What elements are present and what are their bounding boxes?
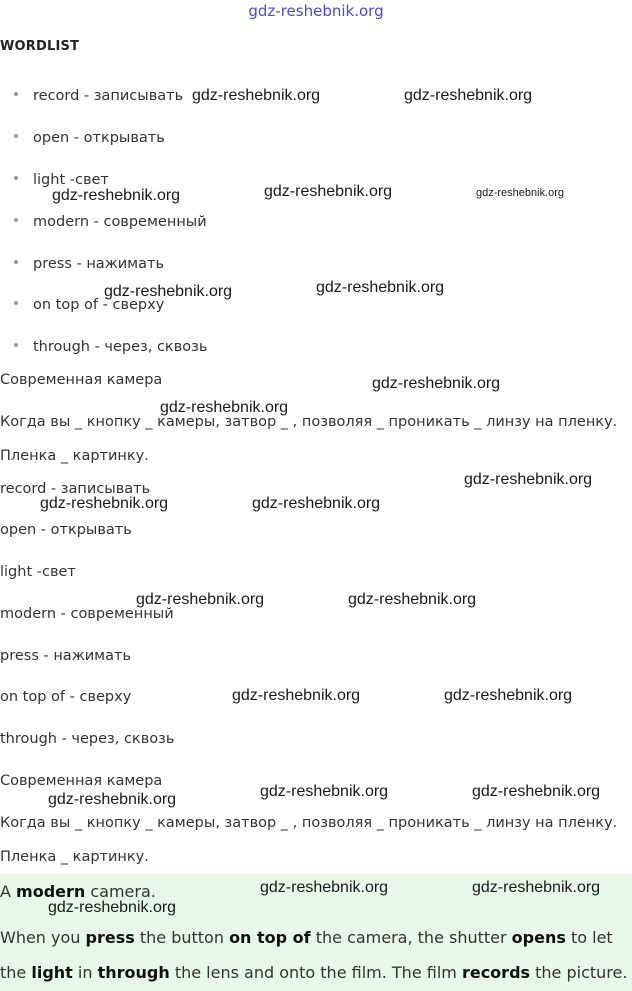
watermark: gdz-reshebnik.org [252, 495, 381, 512]
wordlist-item [14, 256, 164, 272]
wordlist-item-text: modern - современный [33, 214, 207, 230]
watermark: gdz-reshebnik.org [232, 687, 361, 704]
watermark: gdz-reshebnik.org [476, 187, 565, 199]
watermark: gdz-reshebnik.org [444, 687, 573, 704]
wordlist-item [14, 88, 183, 104]
wordlist-item [14, 130, 165, 146]
watermark: gdz-reshebnik.org [472, 783, 601, 800]
watermark: gdz-reshebnik.org [404, 87, 533, 104]
watermark: gdz-reshebnik.org [260, 879, 389, 896]
watermark: gdz-reshebnik.org [136, 591, 265, 608]
task2-line2: Пленка _ картинку. [0, 849, 149, 865]
site-header-link[interactable]: gdz-reshebnik.org [248, 2, 384, 20]
watermark: gdz-reshebnik.org [192, 87, 321, 104]
bullet-dot-icon [14, 343, 18, 347]
bullet-dot-icon [14, 134, 18, 138]
wordlist-item-text: press - нажимать [33, 256, 164, 272]
watermark: gdz-reshebnik.org [372, 375, 501, 392]
wordlist-item-text: light -свет [33, 172, 109, 188]
bullet-dot-icon [14, 301, 18, 305]
wordlist-item-text: on top of - сверху [33, 297, 165, 313]
task1-title: Современная камера [0, 372, 163, 388]
wordlist-item [14, 214, 207, 230]
watermark: gdz-reshebnik.org [52, 187, 181, 204]
watermark: gdz-reshebnik.org [348, 591, 477, 608]
watermark: gdz-reshebnik.org [264, 183, 393, 200]
bullet-dot-icon [14, 218, 18, 222]
watermark: gdz-reshebnik.org [316, 279, 445, 296]
watermark: gdz-reshebnik.org [472, 879, 601, 896]
wordlist-title: WORDLIST [0, 39, 80, 54]
bullet-dot-icon [14, 260, 18, 264]
wordlist-item-text: through - через, сквозь [33, 339, 208, 355]
task1-line2: Пленка _ картинку. [0, 448, 149, 464]
repeat-list-item: modern - современный [0, 606, 174, 622]
answer-line1: A modern camera. [0, 882, 156, 901]
repeat-list-item: press - нажимать [0, 648, 131, 664]
task2-line1: Когда вы _ кнопку _ камеры, затвор _ , позволяя _ проникать _ линзу на пленку. [0, 815, 618, 831]
watermark: gdz-reshebnik.org [260, 783, 389, 800]
watermark: gdz-reshebnik.org [40, 495, 169, 512]
bullet-dot-icon [14, 176, 18, 180]
wordlist-item-text: record - записывать [33, 88, 184, 104]
task2-title: Современная камера [0, 773, 163, 789]
repeat-list-item: light -свет [0, 564, 76, 580]
bullet-dot-icon [14, 92, 18, 96]
repeat-list-item: open - открывать [0, 522, 132, 538]
wordlist-item [14, 339, 207, 355]
answer-line3: the light in through the lens and onto the film. The film records the picture. [0, 963, 628, 982]
answer-line2: When you press the button on top of the camera, the shutter opens to let [0, 928, 613, 947]
watermark: gdz-reshebnik.org [104, 283, 233, 300]
watermark: gdz-reshebnik.org [48, 791, 177, 808]
watermark: gdz-reshebnik.org [464, 471, 593, 488]
repeat-list-item: record - записывать [0, 481, 151, 497]
watermark: gdz-reshebnik.org [160, 399, 289, 416]
watermark: gdz-reshebnik.org [48, 899, 177, 916]
wordlist-item [14, 172, 109, 188]
wordlist-item-text: open - открывать [33, 130, 165, 146]
repeat-list-item: on top of - сверху [0, 689, 132, 705]
repeat-list-item: through - через, сквозь [0, 731, 175, 747]
task1-line1: Когда вы _ кнопку _ камеры, затвор _ , позволяя _ проникать _ линзу на пленку. [0, 414, 618, 430]
